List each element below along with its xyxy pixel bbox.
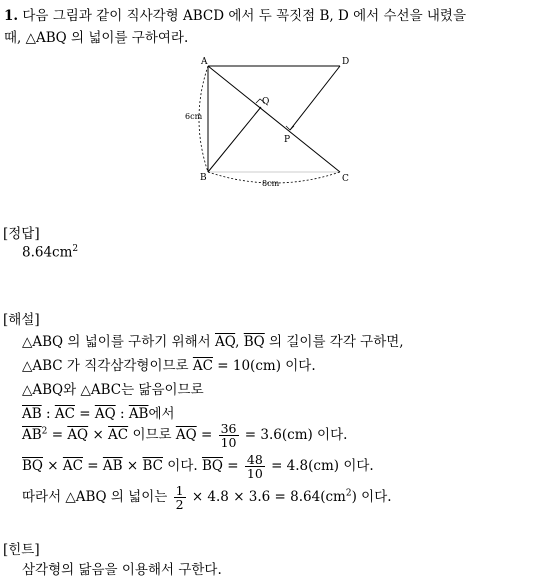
fraction-1-2 <box>174 484 186 511</box>
expl-text: △ABC 가 직각삼각형이므로 <box>22 358 189 374</box>
square-exponent: 2 <box>345 488 352 499</box>
explanation-line-1 <box>22 330 404 350</box>
segment-AQ: $\overline{AQ}$ <box>215 334 236 350</box>
explanation-line-4 <box>22 402 175 422</box>
expl-text: ) 이다. <box>351 489 392 506</box>
label-B: B <box>200 173 207 183</box>
explanation-line-3: △ABQ와 △ABC는 닮음이므로 <box>22 382 204 398</box>
label-P: P <box>284 135 291 145</box>
explanation-line-7 <box>22 484 392 511</box>
answer-value-line <box>22 244 78 261</box>
denominator: 2 <box>175 497 184 513</box>
label-Q: Q <box>262 97 270 107</box>
answer-value: 8.64cm <box>22 244 73 261</box>
segment-AC: $\overline{AC}$ <box>192 358 213 374</box>
segment-AB: $\overline{AB}$ <box>128 406 149 422</box>
equals: = <box>79 406 91 422</box>
expl-text: △ABQ 의 넓이를 구하기 위해서 <box>22 334 211 350</box>
segment-AB: $\overline{AB}$ <box>102 458 123 475</box>
rectangle-diagram <box>180 52 360 187</box>
explanation-line-5 <box>22 422 347 449</box>
label-A: A <box>201 57 208 67</box>
segment-AB: $\overline{AB}$ <box>22 427 42 444</box>
fraction-48-10 <box>245 453 265 480</box>
equals: = <box>200 427 213 444</box>
times: × <box>126 458 139 475</box>
square-exponent: 2 <box>41 426 48 437</box>
answer-exponent: 2 <box>72 244 79 254</box>
equals: = <box>87 458 99 475</box>
segment-BQ: $\overline{BQ}$ <box>243 334 265 350</box>
problem-line-1 <box>4 4 466 24</box>
equals: = <box>227 458 239 475</box>
segment-AC: $\overline{AC}$ <box>108 427 129 444</box>
segment-AQ: $\overline{AQ}$ <box>67 427 89 444</box>
expl-text: 이므로 <box>132 427 172 444</box>
hint-header: [힌트] <box>3 542 40 558</box>
expl-text: = 3.6(cm) 이다. <box>244 427 348 444</box>
segment-BQ: $\overline{BQ}$ <box>22 458 43 475</box>
problem-number: 1. <box>4 8 19 24</box>
explanation-line-2 <box>22 354 316 374</box>
expl-text: = 4.8(cm) 이다. <box>271 458 374 475</box>
expl-text: = 10(cm) 이다. <box>217 358 316 374</box>
expl-text: 에서 <box>148 406 175 422</box>
label-side-left: 6cm <box>185 112 203 121</box>
equals: = <box>51 427 64 444</box>
label-side-bottom: 8cm <box>262 179 280 187</box>
expl-text: 이다. <box>167 458 198 475</box>
segment-AC: $\overline{AC}$ <box>62 458 83 475</box>
segment-BQ: $\overline{BQ}$ <box>201 458 223 475</box>
hint-text: 삼각형의 닮음을 이용해서 구한다. <box>22 562 222 578</box>
segment-AQ: $\overline{AQ}$ <box>175 427 197 444</box>
segment-DP <box>290 66 340 130</box>
segment-AQ: $\overline{AQ}$ <box>94 406 116 422</box>
explanation-header: [해설] <box>3 312 40 328</box>
numerator: 48 <box>246 452 263 467</box>
denominator: 10 <box>220 435 237 451</box>
fraction-36-10 <box>219 422 239 449</box>
label-C: C <box>342 174 349 184</box>
times: × <box>47 458 59 475</box>
explanation-line-6 <box>22 453 374 480</box>
segment-BQ <box>208 107 261 172</box>
numerator: 1 <box>175 483 184 498</box>
ratio-colon: : <box>119 406 125 422</box>
answer-header: [정답] <box>3 226 40 242</box>
ratio-colon: : <box>45 406 51 422</box>
denominator: 10 <box>246 466 263 482</box>
numerator: 36 <box>220 421 237 436</box>
expl-text: × 4.8 × 3.6 = 8.64(cm <box>191 489 346 506</box>
problem-line-2: 때, △ABQ 의 넓이를 구하여라. <box>4 30 189 46</box>
label-D: D <box>342 57 350 67</box>
segment-AC: $\overline{AC}$ <box>54 406 75 422</box>
segment-BC: $\overline{BC}$ <box>142 458 163 475</box>
expl-text: 따라서 △ABQ 의 넓이는 <box>22 489 168 506</box>
times: × <box>92 427 104 444</box>
problem-text-1: 다음 그림과 같이 직사각형 ABCD 에서 두 꼭짓점 B, D 에서 수선을 내렸을 <box>22 8 467 24</box>
expl-text: 의 길이를 각각 구하면, <box>269 334 404 350</box>
segment-AB: $\overline{AB}$ <box>22 406 42 422</box>
diagonal-AC <box>208 66 340 172</box>
expl-sep: , <box>235 334 240 350</box>
